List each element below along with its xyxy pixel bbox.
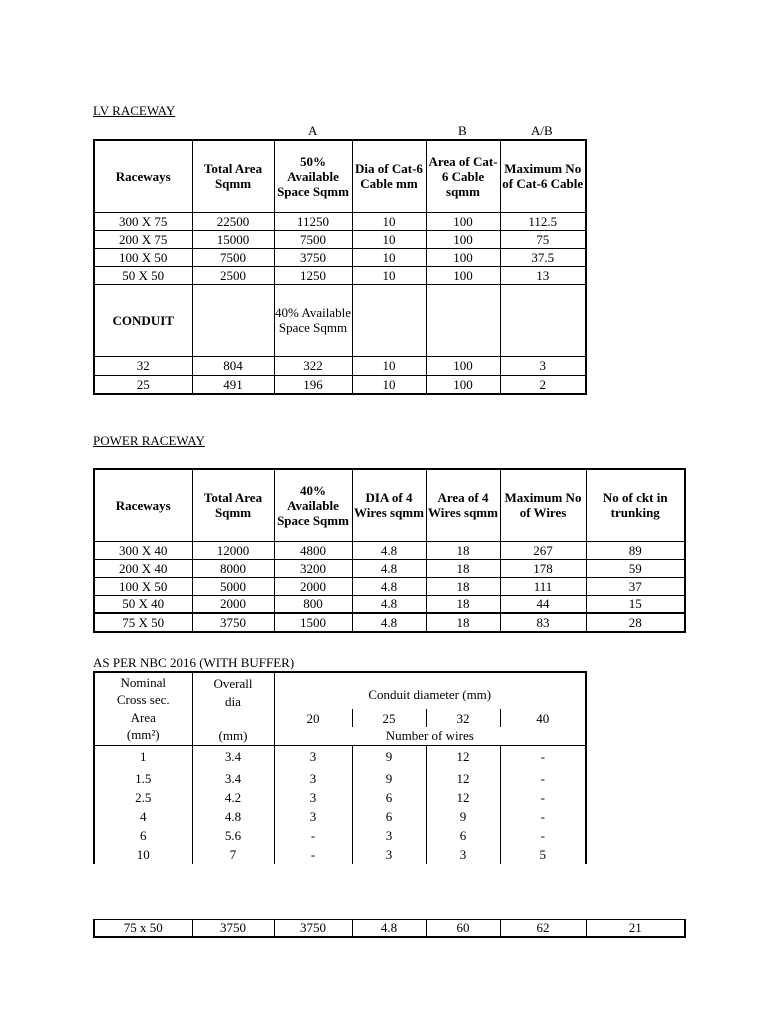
table-cell: 37.5 [500,248,586,266]
table-cell: 3750 [274,920,352,937]
table-row [94,559,685,577]
table-cell: 50 X 50 [94,266,192,284]
header-cell: Maximum No of Cat-6 Cable [500,140,586,212]
table-cell [500,284,586,356]
table-row [94,788,586,807]
table-cell: 3750 [274,248,352,266]
table-cell: 21 [628,920,642,936]
conduit-label: CONDUIT [94,284,192,356]
header-line: Area [130,709,156,725]
table-cell: 3750 [192,613,274,632]
table-cell: 196 [274,375,352,394]
table-cell: 1250 [274,266,352,284]
header-line: (mm) [218,728,248,743]
table-row [94,745,586,768]
lv-raceway-title: LV RACEWAY [93,103,176,118]
table-cell: 1500 [274,613,352,632]
table-row [94,212,586,230]
header-line: (mm²) [126,727,160,743]
table-cell: - [540,809,545,824]
table-cell: 111 [500,577,586,595]
table-cell: - [540,770,545,786]
table-cell: 5000 [192,577,274,595]
table-cell: 3 [500,356,586,375]
table-cell: 800 [274,595,352,613]
table-cell: 4.8 [352,595,426,613]
table-cell: 300 X 75 [94,212,192,230]
table-cell: - [540,790,545,805]
table-row [94,230,586,248]
table-cell: - [274,826,352,845]
table-cell: 2000 [192,595,274,613]
table-cell: 4.8 [192,807,274,826]
table-cell: 1 [94,745,192,768]
table-cell: 9 [426,807,500,826]
table-cell: 22500 [192,212,274,230]
header-cell: Raceways [94,469,192,541]
table-cell: 50 X 40 [94,595,192,613]
table-cell: 6 [352,807,426,826]
table-row [94,845,586,864]
conduit-header-row [94,284,586,356]
table-cell: 10 [352,230,426,248]
table-cell: - [540,749,545,765]
table-cell: 15000 [192,230,274,248]
power-raceway-title: POWER RACEWAY [93,433,205,448]
table-cell: 4800 [274,541,352,559]
table-cell: 3.4 [192,768,274,788]
table-row [94,266,586,284]
nbc-conduit-table [93,671,587,864]
table-cell: 178 [500,559,586,577]
table-cell: 4.8 [352,577,426,595]
table-row [94,541,685,559]
table-cell: 18 [426,559,500,577]
diameter-cell: 32 [426,709,500,727]
table-cell: 4.8 [352,613,426,632]
header-cell: Raceways [94,140,192,212]
table-cell: 18 [426,541,500,559]
header-cell: Total Area Sqmm [192,469,274,541]
number-of-wires-label: Number of wires [274,727,586,745]
table-cell: 4.2 [192,788,274,807]
table-cell: 60 [426,920,500,937]
header-line: Nominal [120,674,166,690]
table-cell: - [540,828,545,843]
table-cell: 2 [500,375,586,394]
table-header-row [94,672,586,709]
table-cell: 18 [426,613,500,632]
diameter-cell: 40 [536,710,550,726]
column-letter-ab: A/B [531,123,553,138]
table-cell: 3 [274,807,352,826]
table-cell: 37 [586,577,685,595]
header-line: dia [225,693,241,709]
table-cell: 3.4 [192,745,274,768]
header-line: Overall [213,676,253,691]
table-cell: 18 [426,577,500,595]
table-cell: 100 X 50 [94,248,192,266]
table-cell: 100 [426,248,500,266]
header-cell: DIA of 4 Wires sqmm [352,469,426,541]
table-cell: 267 [500,541,586,559]
table-cell: 83 [500,613,586,632]
table-cell: 28 [586,613,685,632]
table-cell: 804 [192,356,274,375]
column-letter-a: A [308,123,318,138]
table-cell: 62 [500,920,586,937]
table-cell: 12 [426,788,500,807]
column-letter-b: B [458,123,467,138]
table-cell: 2000 [274,577,352,595]
header-line: Cross sec. [116,692,170,708]
table-cell: 3750 [192,920,274,937]
table-cell: 4.8 [352,920,426,937]
table-cell: 6 [426,826,500,845]
extra-raceway-row-table [93,919,686,938]
table-cell: 3 [274,788,352,807]
table-cell: 9 [352,745,426,768]
table-row [94,375,586,394]
table-row [94,768,586,788]
table-cell: 59 [586,559,685,577]
table-cell: 15 [586,595,685,613]
table-cell: 491 [192,375,274,394]
table-cell: 12000 [192,541,274,559]
table-cell: 100 X 50 [94,577,192,595]
nominal-area-header [94,672,192,745]
table-row [94,595,685,613]
table-cell: 13 [500,266,586,284]
table-cell: 200 X 40 [94,559,192,577]
table-cell: 4.8 [352,559,426,577]
table-cell: 4.8 [352,541,426,559]
table-cell [192,284,274,356]
table-row [94,613,685,632]
table-cell: 300 X 40 [94,541,192,559]
table-cell: 12 [426,745,500,768]
table-cell: 6 [94,826,192,845]
table-cell: 18 [426,595,500,613]
table-cell: 9 [352,768,426,788]
table-cell [426,284,500,356]
table-row [94,826,586,845]
table-cell: 100 [426,230,500,248]
header-cell: Total Area Sqmm [192,140,274,212]
table-cell: 12 [426,768,500,788]
table-cell: 2500 [192,266,274,284]
power-raceway-table [93,468,686,633]
table-cell: 7500 [274,230,352,248]
table-cell: 3 [274,745,352,768]
table-cell: 3 [352,845,426,864]
header-cell: Dia of Cat-6 Cable mm [352,140,426,212]
table-cell: 100 [426,356,500,375]
table-cell: 75 x 50 [94,920,192,937]
table-cell: 2.5 [94,788,192,807]
table-cell: 75 X 50 [94,613,192,632]
diameter-cell: 25 [352,709,426,727]
table-cell: 4 [94,807,192,826]
table-row [94,356,586,375]
table-cell: 6 [352,788,426,807]
table-cell: 10 [352,266,426,284]
table-cell [352,284,426,356]
table-cell: 1.5 [94,768,192,788]
conduit-space-label: 40% Available Space Sqmm [274,284,352,356]
table-cell: 75 [500,230,586,248]
header-cell: Maximum No of Wires [500,469,586,541]
table-cell: 11250 [274,212,352,230]
table-cell: 10 [352,375,426,394]
table-cell: 3 [426,845,500,864]
diameter-cell: 20 [274,709,352,727]
header-cell: Area of Cat-6 Cable sqmm [426,140,500,212]
header-cell: Area of 4 Wires sqmm [426,469,500,541]
table-cell: 32 [94,356,192,375]
table-cell: 10 [352,356,426,375]
table-cell: 89 [586,541,685,559]
table-cell: 3 [274,768,352,788]
table-cell: 100 [426,212,500,230]
table-cell: 322 [274,356,352,375]
header-cell: No of ckt in trunking [586,469,685,541]
table-cell: 8000 [192,559,274,577]
table-row [94,920,685,937]
table-cell: 10 [94,845,192,864]
overall-dia-header [192,672,274,745]
table-cell: 44 [500,595,586,613]
header-cell: 50% Available Space Sqmm [274,140,352,212]
lv-raceway-table [93,139,587,395]
table-cell: 5.6 [192,826,274,845]
table-cell: 3200 [274,559,352,577]
table-cell: 7 [192,845,274,864]
table-cell: 25 [94,375,192,394]
table-header-row [94,140,586,212]
table-cell: 7500 [192,248,274,266]
table-cell: 3 [352,826,426,845]
table-header-row [94,469,685,541]
table-row [94,248,586,266]
table-cell: - [274,845,352,864]
table-cell: 5 [539,847,546,862]
table-cell: 100 [426,375,500,394]
table-row [94,577,685,595]
table-cell: 10 [352,248,426,266]
nbc-table-title: AS PER NBC 2016 (WITH BUFFER) [93,655,295,670]
table-cell: 10 [352,212,426,230]
table-cell: 112.5 [500,212,586,230]
conduit-diameter-header: Conduit diameter (mm) [368,686,492,702]
table-row [94,807,586,826]
header-cell: 40% Available Space Sqmm [274,469,352,541]
table-cell: 200 X 75 [94,230,192,248]
table-cell: 100 [426,266,500,284]
